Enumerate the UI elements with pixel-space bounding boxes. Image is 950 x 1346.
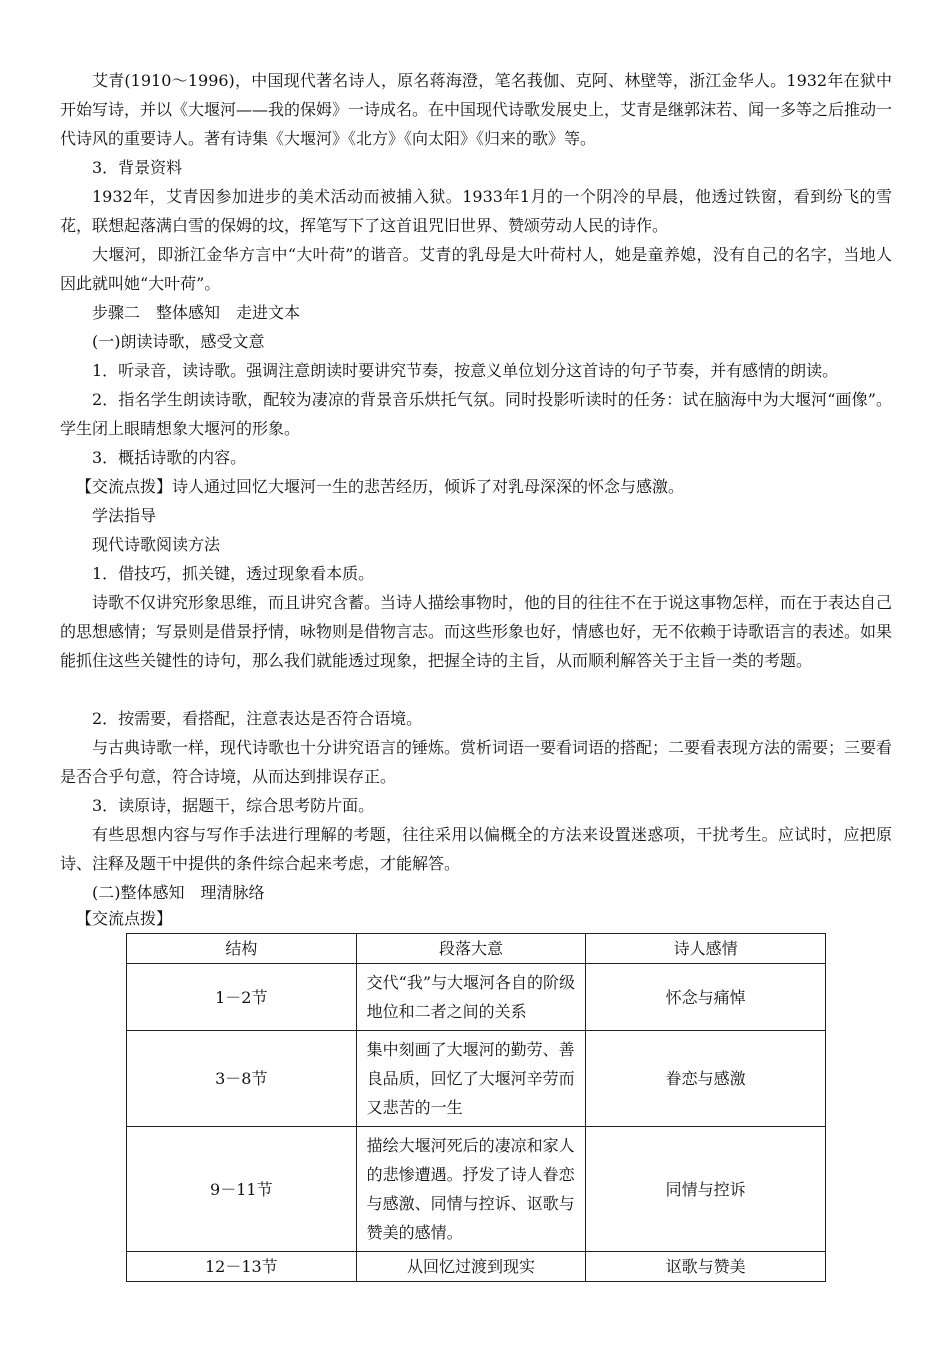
section2-exchange-label: 【交流点拨】 (76, 909, 173, 928)
method-tip-3-title: 3．读原诗，据题干，综合思考防片面。 (92, 796, 375, 815)
header-summary: 段落大意 (356, 934, 586, 964)
header-emotion: 诗人感情 (586, 934, 826, 964)
method-tip-2-body: 与古典诗歌一样，现代诗歌也十分讲究语言的锤炼。赏析词语一要看词语的搭配；二要看表现方法的需要；三要看是否合乎句意，符合诗境，从而达到排误存正。 (60, 738, 893, 786)
structure-table (126, 933, 826, 1282)
row-1-summary: 交代“我”与大堰河各自的阶级地位和二者之间的关系 (356, 964, 586, 1031)
background-paragraph-1: 1932年，艾青因参加进步的美术活动而被捕入狱。1933年1月的一个阴冷的早晨，他透过铁窗，看到纷飞的雪花，联想起落满白雪的保姆的坟，挥笔写下了这首诅咒旧世界、赞颂劳动人民的诗作。 (60, 187, 892, 235)
table-header-row (127, 934, 826, 964)
row-3-structure: 9－11节 (127, 1127, 357, 1252)
table-row (127, 1127, 826, 1252)
row-4-summary: 从回忆过渡到现实 (356, 1252, 586, 1282)
step2-item-3: 3．概括诗歌的内容。 (92, 448, 247, 467)
step2-item-2: 2．指名学生朗读诗歌，配较为凄凉的背景音乐烘托气氛。同时投影听读时的任务：试在脑海中为大堰河“画像”。学生闭上眼睛想象大堰河的形象。 (60, 390, 892, 438)
row-2-summary: 集中刻画了大堰河的勤劳、善良品质，回忆了大堰河辛劳而又悲苦的一生 (356, 1031, 586, 1127)
row-1-emotion: 怀念与痛悼 (586, 964, 826, 1031)
row-4-emotion: 讴歌与赞美 (586, 1252, 826, 1282)
method-subheading: 现代诗歌阅读方法 (92, 535, 221, 554)
row-2-emotion: 眷恋与感激 (586, 1031, 826, 1127)
row-2-structure: 3－8节 (127, 1031, 357, 1127)
step2-subheading: (一)朗读诗歌，感受文意 (92, 332, 265, 351)
table-row (127, 964, 826, 1031)
row-4-structure: 12－13节 (127, 1252, 357, 1282)
table-row (127, 1252, 826, 1282)
method-tip-2-title: 2．按需要，看搭配，注意表达是否符合语境。 (92, 709, 423, 728)
method-heading: 学法指导 (92, 506, 157, 525)
table-row (127, 1031, 826, 1127)
step2-item-1: 1．听录音，读诗歌。强调注意朗读时要讲究节奏，按意义单位划分这首诗的句子节奏，并有感情的朗读。 (92, 361, 839, 380)
intro-paragraph: 艾青(1910～1996)，中国现代著名诗人，原名蒋海澄，笔名莪伽、克阿、林壁等，浙江金华人。1932年在狱中开始写诗，并以《大堰河——我的保姆》一诗成名。在中国现代诗歌发展史上，艾青是继郭沫若、闻一多等之后推动一代诗风的重要诗人。著有诗集《大堰河》《北方》《向太阳》《归来的歌》等。 (60, 71, 893, 148)
section2-heading: (二)整体感知 理清脉络 (92, 883, 265, 902)
header-structure: 结构 (127, 934, 357, 964)
row-3-emotion: 同情与控诉 (586, 1127, 826, 1252)
background-heading: 3．背景资料 (92, 158, 183, 177)
row-3-summary: 描绘大堰河死后的凄凉和家人的悲惨遭遇。抒发了诗人眷恋与感激、同情与控诉、讴歌与赞美的感情。 (356, 1127, 586, 1252)
step2-exchange: 【交流点拨】诗人通过回忆大堰河一生的悲苦经历，倾诉了对乳母深深的怀念与感激。 (76, 477, 685, 496)
method-tip-1-title: 1．借技巧，抓关键，透过现象看本质。 (92, 564, 375, 583)
row-1-structure: 1－2节 (127, 964, 357, 1031)
background-paragraph-2: 大堰河，即浙江金华方言中“大叶荷”的谐音。艾青的乳母是大叶荷村人，她是童养媳，没有自己的名字，当地人因此就叫她“大叶荷”。 (60, 245, 892, 293)
method-tip-3-body: 有些思想内容与写作手法进行理解的考题，往往采用以偏概全的方法来设置迷惑项，干扰考生。应试时，应把原诗、注释及题干中提供的条件综合起来考虑，才能解答。 (60, 825, 892, 873)
method-tip-1-body: 诗歌不仅讲究形象思维，而且讲究含蓄。当诗人描绘事物时，他的目的往往不在于说这事物怎样，而在于表达自己的思想感情；写景则是借景抒情，咏物则是借物言志。而这些形象也好，情感也好，无不依赖于诗歌语言的表述。如果能抓住这些关键性的诗句，那么我们就能透过现象，把握全诗的主旨，从而顺利解答关于主旨一类的考题。 (60, 593, 893, 670)
step2-heading: 步骤二 整体感知 走进文本 (92, 303, 301, 322)
